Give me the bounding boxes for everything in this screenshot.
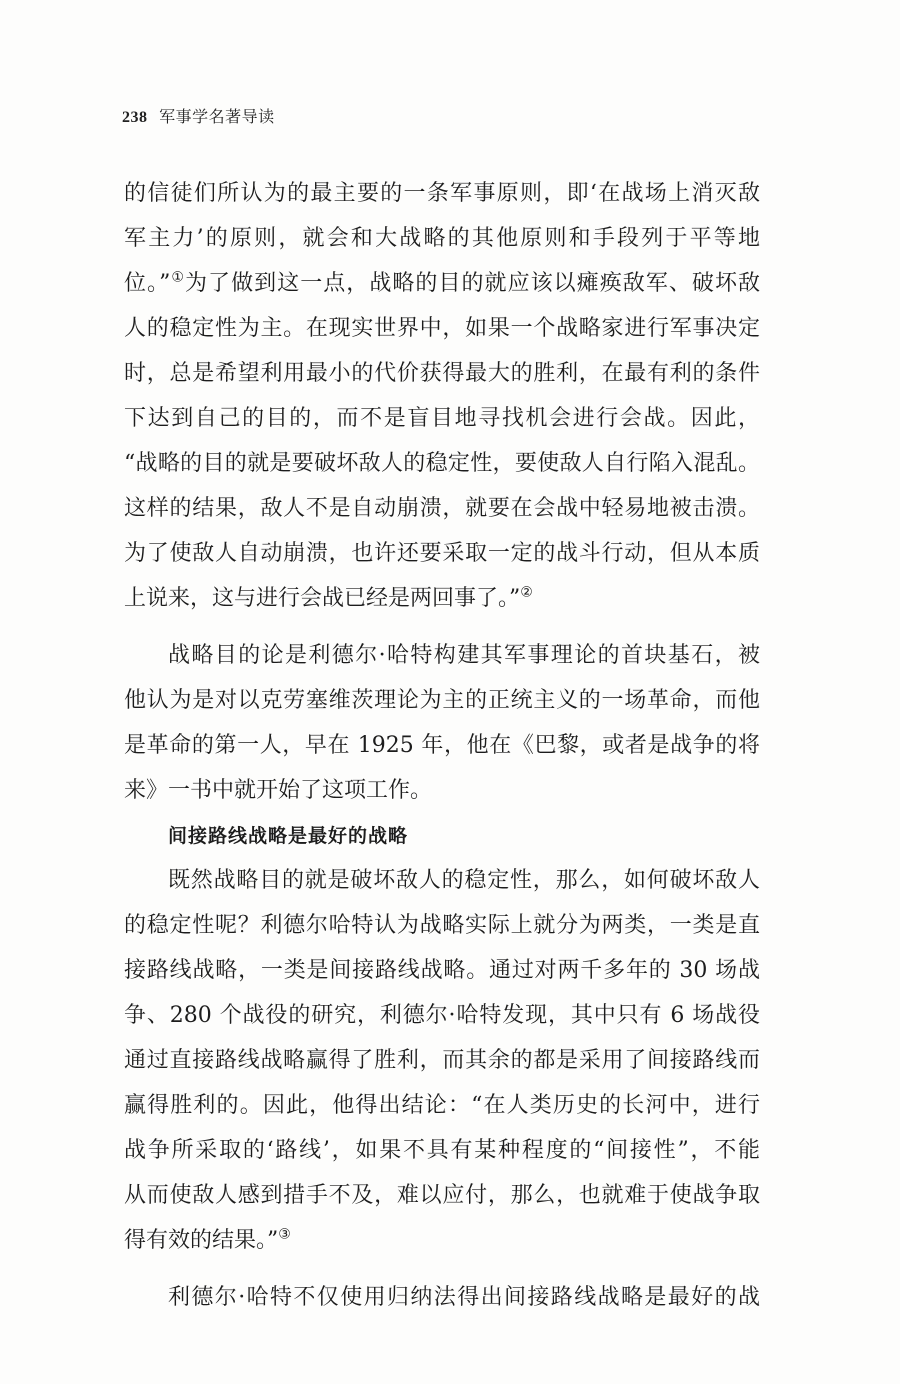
text-line: 为了使敌人自动崩溃，也许还要采取一定的战斗行动，但从本质	[124, 541, 760, 566]
text-line: 下达到自己的目的，而不是盲目地寻找机会进行会战。因此，	[124, 406, 760, 431]
text-line: 的稳定性呢？利德尔哈特认为战略实际上就分为两类，一类是直	[124, 913, 760, 938]
footnote-marker: ②	[520, 584, 533, 601]
text-line: 军主力’的原则，就会和大战略的其他原则和手段列于平等地	[124, 226, 760, 251]
section-heading: 间接路线战略是最好的战略	[168, 825, 409, 847]
footnote-marker: ①	[170, 269, 185, 286]
text-line: 人的稳定性为主。在现实世界中，如果一个战略家进行军事决定	[124, 316, 760, 341]
text-line: 从而使敌人感到措手不及，难以应付，那么，也就难于使战争取	[124, 1183, 760, 1208]
footnote-marker: ③	[278, 1226, 291, 1243]
text-line: 是革命的第一人，早在 1925 年，他在《巴黎，或者是战争的将	[124, 733, 760, 758]
text-line: 赢得胜利的。因此，他得出结论：“在人类历史的长河中，进行	[124, 1093, 760, 1118]
text-line: 这样的结果，敌人不是自动崩溃，就要在会战中轻易地被击溃。	[124, 496, 760, 521]
text-line: 争、280 个战役的研究，利德尔·哈特发现，其中只有 6 场战役	[124, 1003, 760, 1028]
text-line: 接路线战略，一类是间接路线战略。通过对两千多年的 30 场战	[124, 958, 760, 983]
text-line: 既然战略目的就是破坏敌人的稳定性，那么，如何破坏敌人	[168, 868, 760, 893]
book-title: 军事学名著导读	[159, 107, 275, 126]
page-number: 238	[122, 109, 148, 126]
text-line: 战略目的论是利德尔·哈特构建其军事理论的首块基石，被	[168, 643, 760, 668]
text-line: 通过直接路线战略赢得了胜利，而其余的都是采用了间接路线而	[124, 1048, 760, 1073]
text-line: 战争所采取的‘路线’，如果不具有某种程度的“间接性”，不能	[124, 1138, 760, 1163]
text-line: 得有效的结果。”③	[124, 1226, 291, 1253]
text-line: 来》一书中就开始了这项工作。	[124, 778, 433, 803]
text-line: 位。”①为了做到这一点，战略的目的就应该以瘫痪敌军、破坏敌	[124, 269, 760, 296]
text-line: 的信徒们所认为的最主要的一条军事原则，即‘在战场上消灭敌	[124, 181, 760, 206]
text-line: 他认为是对以克劳塞维茨理论为主的正统主义的一场革命，而他	[124, 688, 760, 713]
text-line: 利德尔·哈特不仅使用归纳法得出间接路线战略是最好的战	[168, 1285, 760, 1310]
running-header	[122, 104, 275, 127]
text-line: 时，总是希望利用最小的代价获得最大的胜利，在最有利的条件	[124, 361, 760, 386]
text-line: “战略的目的就是要破坏敌人的稳定性，要使敌人自行陷入混乱。	[124, 451, 760, 476]
body-text	[124, 178, 760, 1327]
text-line: 上说来，这与进行会战已经是两回事了。”②	[124, 584, 533, 611]
